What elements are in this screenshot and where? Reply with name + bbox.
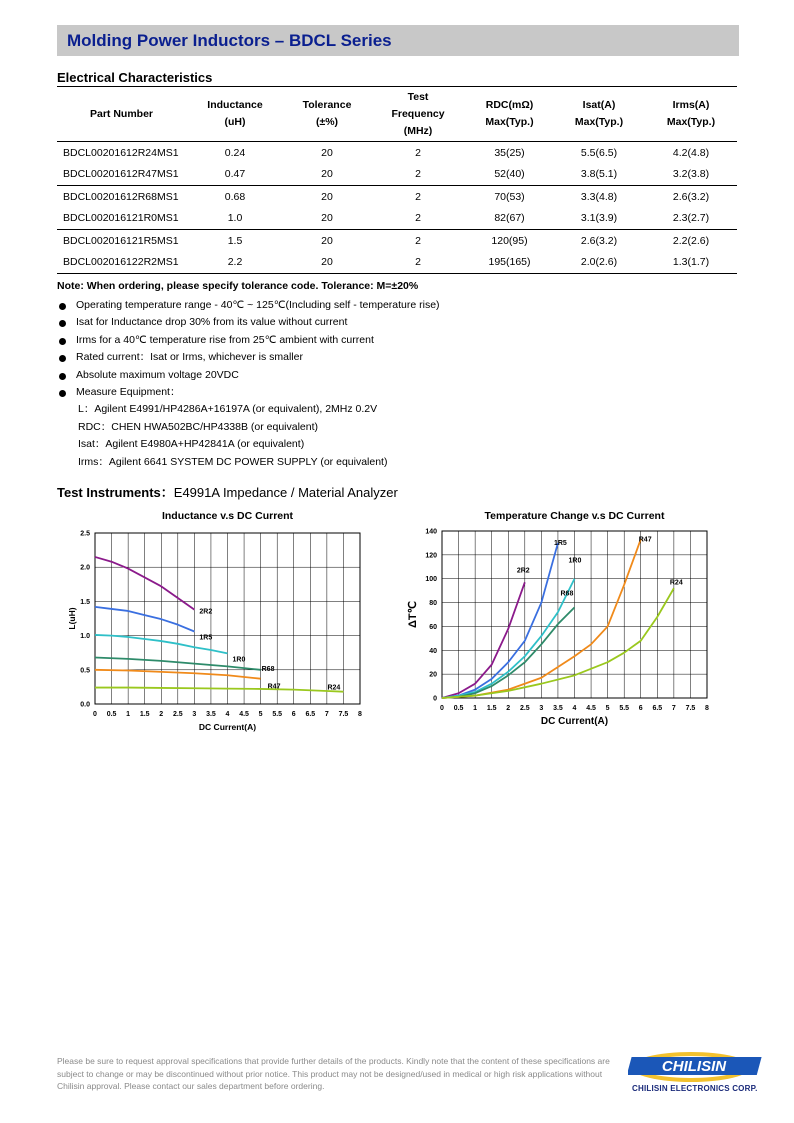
equipment-item [57, 436, 717, 453]
x-tick-label: 3.5 [206, 711, 216, 718]
column-header [645, 87, 737, 142]
table-cell: 1.0 [186, 208, 284, 230]
equipment-item [57, 419, 717, 436]
table-cell: 2 [415, 146, 421, 159]
x-tick-label: 1 [126, 711, 131, 718]
note-bullet [57, 314, 717, 331]
table-cell: 2.2(2.6) [672, 234, 710, 247]
table-cell: 195(165) [466, 252, 553, 274]
series-line-1r5 [442, 543, 558, 698]
table-cell: 2.3(2.7) [645, 208, 737, 230]
series-label: R68 [261, 665, 275, 673]
x-tick-label: 8 [705, 705, 709, 712]
table-cell: 3.2(3.8) [645, 164, 737, 186]
column-header [57, 87, 186, 142]
equipment-text: RDC：CHEN HWA502BC/HP4338B (or equivalent) [78, 420, 319, 433]
note-text: Rated current：Isat or Irms, whichever is smaller [76, 351, 303, 364]
column-header [466, 87, 553, 142]
x-tick-label: 5.5 [272, 711, 283, 718]
table-cell: 3.3(4.8) [580, 190, 618, 203]
table-cell: 1.3(1.7) [645, 252, 737, 274]
table-row [57, 186, 737, 208]
y-tick-label: 100 [425, 576, 437, 584]
table-cell: 2 [370, 164, 466, 186]
column-header-line: Inductance [207, 99, 263, 111]
table-cell: 20 [284, 164, 370, 186]
y-tick-label: 0.0 [80, 701, 90, 709]
x-tick-label: 0 [93, 711, 97, 718]
table-row [57, 252, 737, 274]
x-tick-label: 7 [324, 711, 329, 718]
bullet-dot-icon [59, 390, 66, 397]
x-tick-label: 2 [506, 705, 511, 712]
column-header-line: (±%) [315, 116, 339, 128]
part-number-cell: BDCL002016121R5MS1 [63, 234, 179, 247]
table-cell: 20 [321, 146, 333, 159]
column-header-line: (uH) [224, 116, 246, 128]
column-header-line: RDC(mΩ) [485, 99, 534, 111]
note-text: Absolute maximum voltage 20VDC [76, 368, 239, 381]
footer-disclaimer: Please be sure to request approval specifications that provide further details of the products. Kindly note that the content of these specifications are subject to change or may be discontinued without prior notice. This product may not be designed/used in medical or high risk applications without Chilisin approval. Please contact our sales department before ordering. [57, 1056, 610, 1091]
title-bar [57, 25, 739, 56]
x-tick-label: 7.5 [338, 711, 349, 718]
y-tick-label: 20 [429, 671, 437, 679]
y-tick-label: 2.5 [80, 530, 90, 538]
x-tick-label: 5 [605, 705, 610, 712]
part-number-cell: BDCL00201612R68MS1 [63, 190, 179, 203]
test-instruments-value: E4991A Impedance / Material Analyzer [173, 485, 398, 500]
table-cell: 3.1(3.9) [553, 208, 645, 230]
bullet-dot-icon [59, 373, 66, 380]
series-label: 1R0 [232, 656, 246, 664]
x-tick-label: 4 [572, 705, 577, 712]
x-tick-label: 1.5 [486, 705, 497, 712]
note-bullet [57, 297, 717, 314]
table-cell: 82(67) [466, 208, 553, 230]
series-label: R47 [638, 536, 652, 544]
x-tick-label: 7.5 [685, 705, 696, 712]
equipment-text: Isat：Agilent E4980A+HP42841A (or equivalent) [78, 438, 305, 451]
table-cell: 3.8(5.1) [553, 164, 645, 186]
table-body [57, 142, 737, 274]
chart-title: Inductance v.s DC Current [161, 510, 294, 522]
table-cell: 20 [321, 234, 333, 247]
x-tick-label: 7 [671, 705, 676, 712]
x-tick-label: 2 [159, 711, 164, 718]
x-tick-label: 3 [192, 711, 197, 718]
page-title: Molding Power Inductors – BDCL Series [67, 31, 392, 50]
y-tick-label: 0 [433, 695, 437, 703]
note-bullet [57, 384, 717, 401]
column-header-line: Max(Typ.) [485, 116, 534, 128]
x-tick-label: 5 [258, 711, 263, 718]
section-heading-electrical: Electrical Characteristics [57, 70, 213, 85]
bullet-dot-icon [59, 320, 66, 327]
column-header-line: Max(Typ.) [574, 116, 624, 128]
table-cell: 2.0(2.6) [553, 252, 645, 274]
table-header-row [57, 87, 737, 142]
part-number-cell: BDCL002016121R0MS1 [57, 208, 186, 230]
electrical-characteristics-table [57, 87, 737, 274]
table-cell: 0.24 [224, 146, 246, 159]
table-cell: 20 [284, 252, 370, 274]
logo-company-name: CHILISIN ELECTRONICS CORP. [632, 1084, 758, 1093]
x-tick-label: 1.5 [139, 711, 150, 718]
column-header [284, 87, 370, 142]
x-tick-label: 0 [440, 705, 444, 712]
bullet-dot-icon [59, 303, 66, 310]
x-tick-label: 6.5 [305, 711, 316, 718]
y-axis-label: L(uH) [67, 607, 77, 630]
part-number-cell: BDCL002016122R2MS1 [57, 252, 186, 274]
test-instruments [57, 482, 398, 501]
ordering-note: Note: When ordering, please specify tolerance code. Tolerance: M=±20% [57, 280, 419, 292]
y-axis-label: ΔT℃ [407, 601, 419, 628]
y-tick-label: 120 [425, 552, 437, 560]
table-cell: 4.2(4.8) [672, 146, 710, 159]
note-text: Operating temperature range - 40℃ ~ 125℃(Including self - temperature rise) [76, 299, 440, 311]
part-number-cell: BDCL00201612R47MS1 [57, 164, 186, 186]
table-row [57, 230, 737, 252]
x-tick-label: 6.5 [652, 705, 663, 712]
x-tick-label: 3 [539, 705, 544, 712]
table-cell: 35(25) [494, 146, 525, 159]
table-row [57, 164, 737, 186]
y-tick-label: 80 [429, 600, 437, 608]
column-header-line: Isat(A) [582, 99, 616, 111]
x-tick-label: 8 [358, 711, 362, 718]
notes-list [57, 297, 717, 471]
bullet-dot-icon [59, 355, 66, 362]
table-cell: 2.2 [186, 252, 284, 274]
x-tick-label: 2.5 [519, 705, 530, 712]
equipment-text: L：Agilent E4991/HP4286A+16197A (or equivalent), 2MHz 0.2V [78, 403, 378, 416]
table-cell: 0.68 [224, 190, 246, 203]
note-bullet [57, 349, 717, 366]
equipment-item [57, 454, 717, 471]
logo-wordmark: CHILISIN [661, 1058, 727, 1075]
table-cell: 52(40) [466, 164, 553, 186]
equipment-text: Irms：Agilent 6641 SYSTEM DC POWER SUPPLY (or equivalent) [78, 455, 388, 468]
x-tick-label: 4 [225, 711, 230, 718]
note-text: Irms for a 40℃ temperature rise from 25℃ ambient with current [76, 333, 374, 346]
column-header [370, 87, 466, 142]
y-tick-label: 140 [425, 528, 437, 536]
table-row [57, 208, 737, 230]
note-bullet [57, 332, 717, 349]
series-label: R68 [560, 590, 574, 598]
table-cell: 120(95) [491, 234, 528, 247]
column-header [186, 87, 284, 142]
equipment-item [57, 401, 717, 418]
table-cell: 5.5(6.5) [580, 146, 618, 159]
x-tick-label: 4.5 [239, 711, 249, 718]
table-cell: 2 [370, 208, 466, 230]
column-header-line: Part Number [89, 107, 153, 120]
x-tick-label: 2.5 [172, 711, 183, 718]
table-cell: 2 [415, 190, 421, 203]
x-tick-label: 0.5 [453, 705, 464, 712]
table-cell: 20 [321, 190, 333, 203]
series-line-r24 [95, 688, 343, 692]
column-header-line: Test [407, 90, 429, 103]
x-tick-label: 0.5 [106, 711, 117, 718]
table-cell: 0.47 [186, 164, 284, 186]
table-cell: 2 [415, 234, 421, 247]
test-instruments-label: Test Instruments： [57, 485, 174, 500]
series-label: 1R5 [199, 634, 213, 642]
series-line-2r2 [442, 582, 525, 698]
table-cell: 20 [284, 208, 370, 230]
bullet-dot-icon [59, 338, 66, 345]
x-tick-label: 4.5 [586, 705, 596, 712]
y-tick-label: 1.0 [80, 633, 90, 641]
inductance-chart [57, 505, 387, 740]
y-tick-label: 1.5 [80, 598, 90, 606]
table-cell: 2.6(3.2) [672, 190, 710, 203]
temperature-chart [400, 505, 740, 740]
y-tick-label: 0.5 [80, 667, 90, 675]
column-header-line: (MHz) [403, 124, 433, 137]
x-tick-label: 1 [473, 705, 478, 712]
column-header [553, 87, 645, 142]
note-text: Measure Equipment： [76, 385, 181, 398]
chart-title: Temperature Change v.s DC Current [484, 510, 665, 522]
series-label: 1R0 [568, 557, 582, 565]
note-bullet [57, 367, 717, 384]
x-tick-label: 6 [638, 705, 643, 712]
table-cell: 2 [370, 252, 466, 274]
series-label: R24 [669, 579, 683, 587]
column-header-line: Max(Typ.) [666, 116, 716, 128]
column-header-line: Tolerance [302, 99, 352, 111]
x-axis-label: DC Current(A) [540, 716, 609, 727]
x-axis-label: DC Current(A) [198, 722, 257, 732]
y-tick-label: 60 [429, 623, 437, 631]
x-tick-label: 5.5 [619, 705, 630, 712]
y-tick-label: 40 [429, 647, 437, 655]
series-label: 2R2 [516, 567, 530, 575]
note-text: Isat for Inductance drop 30% from its value without current [76, 316, 348, 329]
y-tick-label: 2.0 [80, 564, 90, 572]
column-header-line: Irms(A) [672, 99, 710, 111]
table-cell: 1.5 [227, 234, 243, 247]
table-row [57, 142, 737, 164]
column-header-line: Frequency [391, 107, 445, 120]
series-label: R24 [327, 684, 341, 692]
table-cell: 70(53) [494, 190, 525, 203]
series-label: 1R5 [553, 539, 567, 547]
series-label: R47 [267, 683, 281, 691]
x-tick-label: 6 [291, 711, 296, 718]
part-number-cell: BDCL00201612R24MS1 [63, 146, 179, 159]
series-label: 2R2 [199, 608, 213, 616]
x-tick-label: 3.5 [553, 705, 563, 712]
table-cell: 2.6(3.2) [580, 234, 618, 247]
